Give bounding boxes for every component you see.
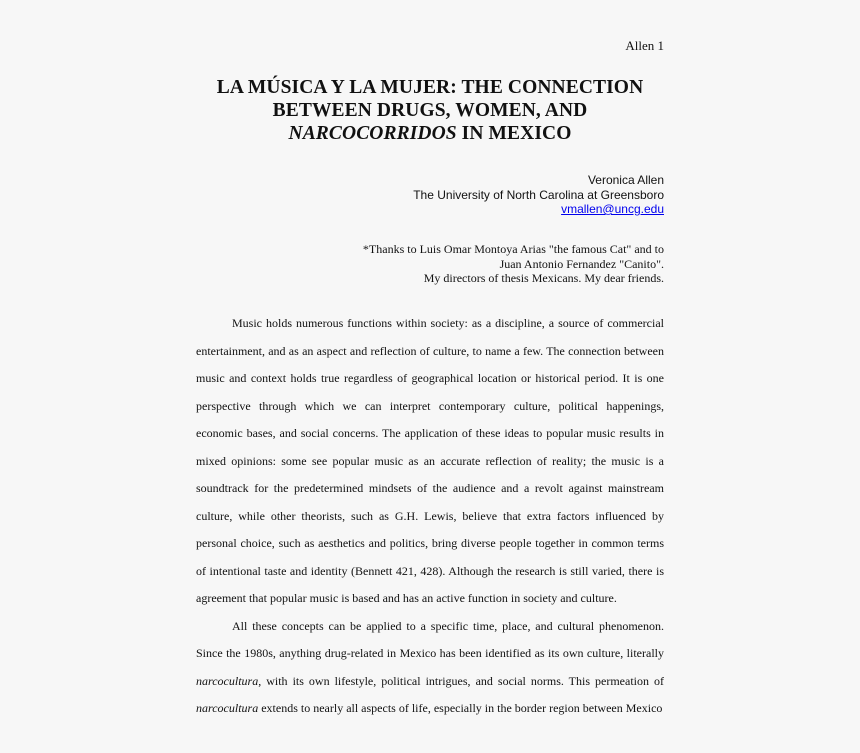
author-affiliation: The University of North Carolina at Greensboro xyxy=(413,187,664,202)
p2-text-c: extends to nearly all aspects of life, especially in the border region between Mexico xyxy=(258,701,663,715)
p2-text-a: All these concepts can be applied to a specific time, place, and cultural phenomenon. Since the 1980s, anything drug-related in Mexico has been identified as its own culture, literally xyxy=(196,618,664,660)
body-text xyxy=(196,310,664,723)
title-line-1: LA MÚSICA Y LA MUJER: THE CONNECTION xyxy=(216,77,644,98)
p2-italic-term-2: narcocultura xyxy=(196,701,259,715)
paragraph-2 xyxy=(196,613,664,723)
author-email-link[interactable]: vmallen@uncg.edu xyxy=(561,202,664,216)
thanks-line-1: *Thanks to Luis Omar Montoya Arias "the famous Cat" and to xyxy=(362,242,664,256)
thanks-line-3: My directors of thesis Mexicans. My dear friends. xyxy=(423,271,664,285)
title-line-2: BETWEEN DRUGS, WOMEN, AND xyxy=(272,100,588,121)
thanks-line-2: Juan Antonio Fernandez "Canito". xyxy=(499,256,664,271)
p2-text-b: , with its own lifestyle, political intrigues, and social norms. This permeation of xyxy=(258,673,664,688)
acknowledgment xyxy=(363,242,664,286)
title-line-3-rest: IN MEXICO xyxy=(456,123,572,144)
title-line-3 xyxy=(190,122,670,145)
title-italic-term: NARCOCORRIDOS xyxy=(288,123,457,144)
paragraph-1: Music holds numerous functions within society: as a discipline, a source of commercial entertainment, and as an aspect and reflection of culture, to name a few. The connection between music and context holds true regardless of geographical location or historical period. It is one perspective through which we can interpret contemporary culture, political happenings, economic bases, and social concerns. The application of these ideas to popular music results in mixed opinions: some see popular music as an accurate reflection of reality; the music is a soundtrack for the predetermined mindsets of the audience and a revolt against mainstream culture, while other theorists, such as G.H. Lewis, believe that extra factors influenced by personal choice, such as aesthetics and politics, bring diverse people together in common terms of intentional taste and identity (Bennett 421, 428). Although the research is still varied, there is agreement that popular music is based and has an active function in society and culture. xyxy=(196,316,664,605)
p2-italic-term-1: narcocultura xyxy=(196,673,259,688)
author-name: Veronica Allen xyxy=(587,173,664,187)
author-block xyxy=(413,173,664,217)
running-head: Allen 1 xyxy=(625,38,664,53)
paper-title xyxy=(190,76,670,145)
